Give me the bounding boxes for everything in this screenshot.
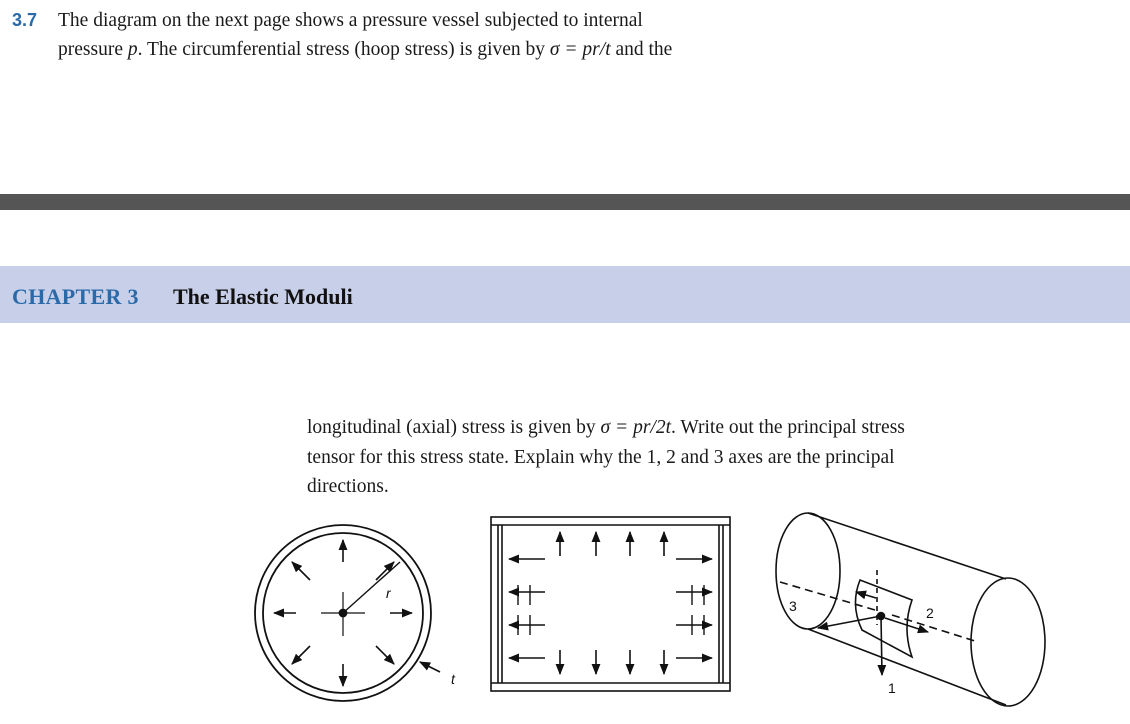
axis-1-label: 1: [888, 680, 896, 696]
page-divider: [0, 194, 1130, 210]
problem-number: 3.7: [12, 10, 38, 30]
continuation-line-2: tensor for this stress state. Explain why the 1, 2 and 3 axes are the principal: [307, 446, 895, 468]
pressure-vessel-figure: [0, 500, 1130, 724]
problem-line-2: pressure p. The circumferential stress (hoop stress) is given by σ = pr/t and the: [58, 39, 673, 60]
chapter-label: CHAPTER 3: [12, 284, 139, 309]
continuation-line-3: directions.: [307, 476, 389, 497]
chapter-header: [0, 266, 1130, 323]
axis-3-label: 3: [789, 598, 797, 614]
continuation-line-1: longitudinal (axial) stress is given by σ = pr/2t. Write out the principal stress: [307, 417, 905, 438]
thickness-label: t: [451, 671, 455, 687]
cylinder-element-diagram: [776, 513, 1045, 706]
continuation-text: [307, 413, 1067, 502]
hoop-stress-formula: σ = pr/t: [549, 39, 611, 60]
radius-label: r: [386, 585, 391, 601]
problem-line-1: 3.7 The diagram on the next page shows a pressure vessel subjected to internal: [12, 6, 672, 35]
axis-2-label: 2: [926, 605, 934, 621]
longitudinal-section-diagram: [491, 517, 730, 691]
cross-section-diagram: [255, 525, 440, 701]
problem-text: [12, 6, 672, 64]
axial-stress-formula: σ = pr/2t: [600, 417, 671, 438]
chapter-title: The Elastic Moduli: [173, 284, 353, 309]
